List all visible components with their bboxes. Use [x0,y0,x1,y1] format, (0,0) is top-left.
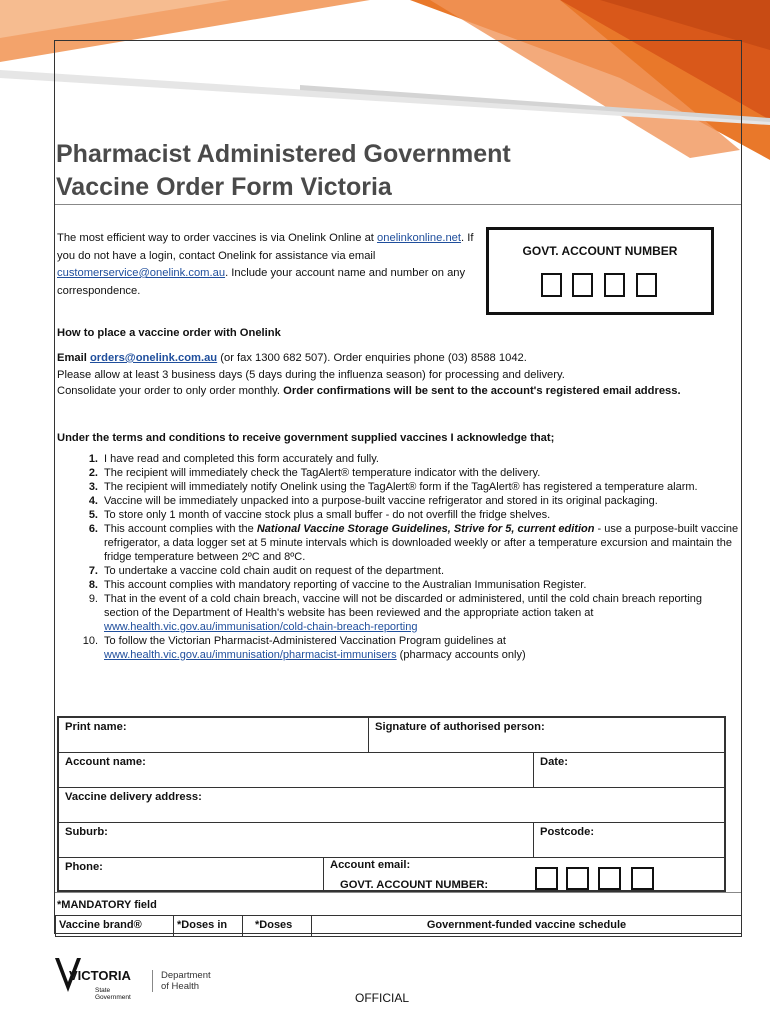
list-item: 6. This account complies with the National Vaccine Storage Guidelines, Strive for 5, current edition - use a purpose-built vaccine refrigerator, a data logger set at 5 minute intervals which is downloaded weekly or after a temperature excursion and maintain the fridge temperature between 2ºC and 8ºC. [88,523,739,563]
customer-service-email-link[interactable]: customerservice@onelink.com.au [57,267,226,279]
cold-chain-breach-link[interactable]: www.health.vic.gov.au/immunisation/cold-chain-breach-reporting [104,621,418,633]
list-item: 3. The recipient will immediately notify Onelink using the TagAlert® form if the TagAlert® has registered a temperature alarm. [88,481,698,493]
form-account-digit-box-4[interactable] [631,867,654,890]
svg-text:VICTORIA: VICTORIA [69,968,131,983]
form-account-digit-box-3[interactable] [598,867,621,890]
delivery-address-field[interactable]: Vaccine delivery address: [58,787,725,823]
page-title [56,138,511,204]
orders-email-link[interactable]: orders@onelink.com.au [89,352,218,364]
details-form [57,716,726,892]
phone-field[interactable]: Phone: [58,857,324,891]
list-item: 9. That in the event of a cold chain breach, vaccine will not be discarded or administered, until the cold chain breach reporting section of the Department of Health's website has been reviewed and the appropriate action taken at www.health.vic.gov.au/immunisation/cold-chain-breach-reporting [88,593,703,633]
logo-divider [152,970,153,992]
list-item: 2. The recipient will immediately check the TagAlert® temperature indicator with the delivery. [88,467,541,479]
official-marking: OFFICIAL [355,991,410,1005]
form-divider [55,892,741,893]
col-header-doses: *Doses [242,915,312,937]
pharmacist-immunisers-link[interactable]: www.health.vic.gov.au/immunisation/pharmacist-immunisers [104,649,397,661]
govt-account-number-label: GOVT. ACCOUNT NUMBER [522,244,678,258]
mandatory-note: *MANDATORY field [57,899,157,911]
print-name-field[interactable]: Print name: [58,717,369,753]
account-email-field[interactable]: Account email: GOVT. ACCOUNT NUMBER: [323,857,725,891]
form-account-digit-box-1[interactable] [535,867,558,890]
terms-heading: Under the terms and conditions to receive government supplied vaccines I acknowledge that; [57,432,555,444]
postcode-field[interactable]: Postcode: [533,822,725,858]
svg-text:State: State [95,987,111,994]
suburb-field[interactable]: Suburb: [58,822,534,858]
svg-text:Government: Government [95,994,131,1001]
title-line-2: Vaccine Order Form Victoria [56,173,392,201]
account-digit-box-1[interactable] [541,273,562,297]
list-item: 8. This account complies with mandatory reporting of vaccine to the Australian Immunisation Register. [88,579,587,591]
govt-account-number-box [486,227,714,315]
account-digit-box-2[interactable] [572,273,593,297]
col-header-brand: Vaccine brand® [55,915,174,937]
col-header-schedule: Government-funded vaccine schedule [311,915,742,937]
department-of-health: Department of Health [161,970,211,992]
howto-heading: How to place a vaccine order with Onelink [57,327,281,339]
signature-field[interactable]: Signature of authorised person: [368,717,725,753]
terms-list [57,452,739,662]
account-name-field[interactable]: Account name: [58,752,534,788]
list-item: 1. I have read and completed this form accurately and fully. [88,453,379,465]
intro-paragraph: The most efficient way to order vaccines is via Onelink Online at onelinkonline.net. If you do not have a login, contact Onelink for assistance via email customerservice@onelink.com.au. Include your account name and number on any correspondence. [57,232,474,297]
date-field[interactable]: Date: [533,752,725,788]
list-item: 5. To store only 1 month of vaccine stock plus a small buffer - do not overfill the fridge shelves. [88,509,551,521]
col-header-doses-in: *Doses in [173,915,243,937]
list-item: 4. Vaccine will be immediately unpacked into a purpose-built vaccine refrigerator and stored in its original packaging. [88,495,658,507]
form-account-digit-box-2[interactable] [566,867,589,890]
howto-details: Email orders@onelink.com.au (or fax 1300 682 507). Order enquiries phone (03) 8588 1042. Please allow at least 3 business days (5 days during the influenza season) for processing and delivery. Consolidate your order to only order monthly. Order confirmations will be sent to the account's registered email address. [57,352,681,397]
account-digit-box-3[interactable] [604,273,625,297]
govt-account-number-inline-label: GOVT. ACCOUNT NUMBER: [340,879,489,891]
list-item: 7. To undertake a vaccine cold chain audit on request of the department. [88,565,444,577]
title-line-1: Pharmacist Administered Government [56,140,511,168]
title-divider [55,204,741,205]
list-item: 10. To follow the Victorian Pharmacist-Administered Vaccination Program guidelines at www.health.vic.gov.au/immunisation/pharmacist-immunisers (pharmacy accounts only) [82,635,526,661]
onelink-online-link[interactable]: onelinkonline.net [377,232,462,244]
victoria-state-government-logo [55,958,147,1004]
account-digit-box-4[interactable] [636,273,657,297]
